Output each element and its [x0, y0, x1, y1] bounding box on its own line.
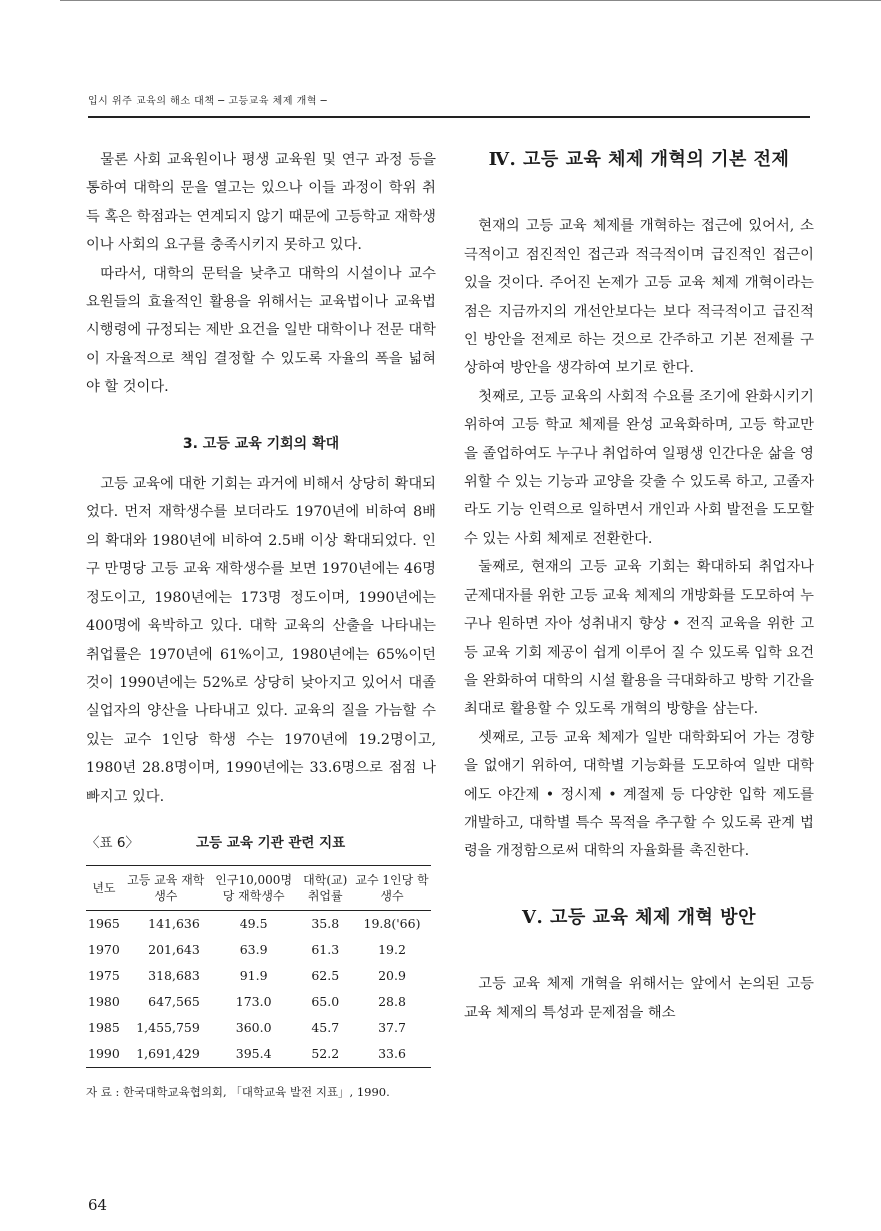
table-header-cell: 인구10,000명당 재학생수 [215, 873, 293, 904]
right-paragraph-2: 첫째로, 고등 교육의 사회적 수요를 조기에 완화시키기 위하여 고등 학교 체제를 완성 교육화하며, 고등 학교만을 졸업하여도 누구나 취업하여 일평생 인간다운 삶을 영위할 수 있는 기능과 교양을 갖출 수 있도록 하고, 고졸자라도 기능 인력으로 일하면서 개인과 사회 발전을 도모할 수 있는 사회 체제로 전환한다. [464, 388, 814, 547]
left-paragraph-2: 따라서, 대학의 문턱을 낮추고 대학의 시설이나 교수 요원들의 효율적인 활용을 위해서는 교육법이나 교육법 시행령에 규정되는 제반 요건을 일반 대학이나 전문 대학이 자율적으로 책임 결정할 수 있도록 자율의 폭을 넓혀야 할 것이다. [86, 265, 436, 396]
table-row [86, 911, 431, 938]
table-title: 고등 교육 기관 관련 지표 [196, 834, 346, 851]
table-cell: 35.8 [311, 916, 340, 932]
left-column [86, 146, 436, 1107]
right-paragraph-1: 현재의 고등 교육 체제를 개혁하는 접근에 있어서, 소극적이고 점진적인 접근과 적극적이며 급진적인 접근이 있을 것이다. 주어진 논제가 고등 교육 체제 개혁이라는 점은 지금까지의 개선안보다는 보다 적극적이고 급진적인 방안을 전제로 하는 것으로 간주하고 기본 전제를 구상하여 방안을 생각하여 보기로 한다. [464, 218, 814, 377]
header-rule [88, 116, 810, 118]
table-cell: 91.9 [239, 968, 268, 984]
right-paragraph-4: 셋째로, 고등 교육 체제가 일반 대학화되어 가는 경향을 없애기 위하여, 대학별 기능화를 도모하여 일반 대학에도 야간제 • 정시제 • 계절제 등 다양한 입학 제도를 개발하고, 대학별 특수 목적을 추구할 수 있도록 관계 법령을 개정함으로써 대학의 자율화를 촉진한다. [464, 729, 814, 860]
table-cell: 49.5 [239, 916, 268, 932]
table-row [86, 1041, 431, 1068]
table-cell: 52.2 [311, 1046, 340, 1062]
table-row [86, 989, 431, 1015]
table-cell: 33.6 [378, 1046, 406, 1062]
table-source: 자 료 : 한국대학교육협의회, 「대학교육 발전 지표」, 1990. [86, 1085, 390, 1100]
table-number: 〈표 6〉 [86, 834, 139, 851]
table-cell: 28.8 [378, 994, 406, 1010]
running-header: 입시 위주 교육의 해소 대책 ─ 고등교육 체제 개혁 ─ [88, 96, 328, 107]
table-caption [86, 829, 436, 857]
table-cell: 65.0 [311, 994, 340, 1010]
table-cell: 141,636 [148, 916, 200, 932]
table-cell: 1,455,759 [136, 1020, 200, 1036]
table-cell: 201,643 [148, 942, 200, 958]
table-cell: 1965 [88, 916, 120, 932]
table-cell: 1975 [88, 968, 120, 984]
table-cell: 63.9 [239, 942, 268, 958]
top-rule [60, 0, 881, 1]
table-cell: 360.0 [235, 1020, 272, 1036]
section-4-title: Ⅳ. 고등 교육 체제 개혁의 기본 전제 [488, 149, 790, 170]
table-cell: 20.9 [378, 968, 406, 984]
table-cell: 61.3 [311, 942, 340, 958]
table-cell: 62.5 [311, 968, 340, 984]
table-header-cell: 고등 교육 재학생수 [127, 873, 205, 904]
table-cell: 318,683 [148, 968, 200, 984]
table-row [86, 1015, 431, 1041]
table-header-row [86, 866, 431, 911]
section-5-title: Ⅴ. 고등 교육 체제 개혁 방안 [522, 906, 756, 928]
table-cell: 19.2 [378, 942, 406, 958]
right-paragraph-3: 둘째로, 현재의 고등 교육 기회는 확대하되 취업자나 군제대자를 위한 고등 교육 체제의 개방화를 도모하여 누구나 원하면 자아 성취내지 향상 • 전직 교육을 위한 고등 교육 기회 제공이 쉽게 이루어 질 수 있도록 입학 요건을 완화하여 대학의 시설 활용을 극대화하고 방학 기간을 최대로 활용할 수 있도록 개혁의 방향을 삼는다. [464, 559, 814, 718]
table-row [86, 963, 431, 989]
table-cell: 1980 [88, 994, 120, 1010]
table-header-cell: 교수 1인당 학생수 [355, 873, 429, 904]
section-3-title: 3. 고등 교육 기회의 확대 [182, 435, 340, 452]
left-paragraph-1: 물론 사회 교육원이나 평생 교육원 및 연구 과정 등을 통하여 대학의 문을 열고는 있으나 이들 과정이 학위 취득 혹은 학점과는 연계되지 않기 때문에 고등학교 재학생이나 사회의 요구를 충족시키지 못하고 있다. [86, 152, 436, 254]
table-header-cell: 년도 [92, 881, 116, 896]
table-cell: 173.0 [235, 994, 272, 1010]
indicator-table [86, 865, 431, 1068]
left-paragraph-3: 고등 교육에 대한 기회는 과거에 비해서 상당히 확대되었다. 먼저 재학생수를 보더라도 1970년에 비하여 8배의 확대와 1980년에 비하여 2.5배 이상 확대되었다. 인구 만명당 고등 교육 재학생수를 보면 1970년에는 46명 정도이고, 1980년에는 173명 정도이며, 1990년에는 400명에 육박하고 있다. 대학 교육의 산출을 나타내는 취업률은 1970년에 61%이고, 1980년에는 65%이던 것이 1990년에는 52%로 상당히 낮아지고 있어서 대졸 실업자의 양산을 나타내고 있다. 교육의 질을 가늠할 수 있는 교수 1인당 학생 수는 1970년에 19.2명이고, 1980년 28.8명이며, 1990년에는 33.6명으로 점점 나빠지고 있다. [86, 476, 436, 805]
table-cell: 37.7 [378, 1020, 406, 1036]
table-cell: 1970 [88, 942, 120, 958]
table-cell: 1985 [88, 1020, 120, 1036]
right-column [464, 146, 814, 1027]
table-cell: 1,691,429 [136, 1046, 200, 1062]
table-cell: 395.4 [235, 1046, 272, 1062]
table-row [86, 937, 431, 963]
table-cell: 1990 [88, 1046, 120, 1062]
right-paragraph-5: 고등 교육 체제 개혁을 위해서는 앞에서 논의된 고등 교육 체제의 특성과 문제점을 해소 [464, 976, 814, 1021]
table-cell: 647,565 [148, 994, 200, 1010]
table-header-cell: 대학(교) 취업률 [303, 873, 348, 904]
table-cell: 45.7 [311, 1020, 340, 1036]
table-cell: 19.8('66) [363, 916, 421, 932]
page-number: 64 [88, 1196, 108, 1214]
